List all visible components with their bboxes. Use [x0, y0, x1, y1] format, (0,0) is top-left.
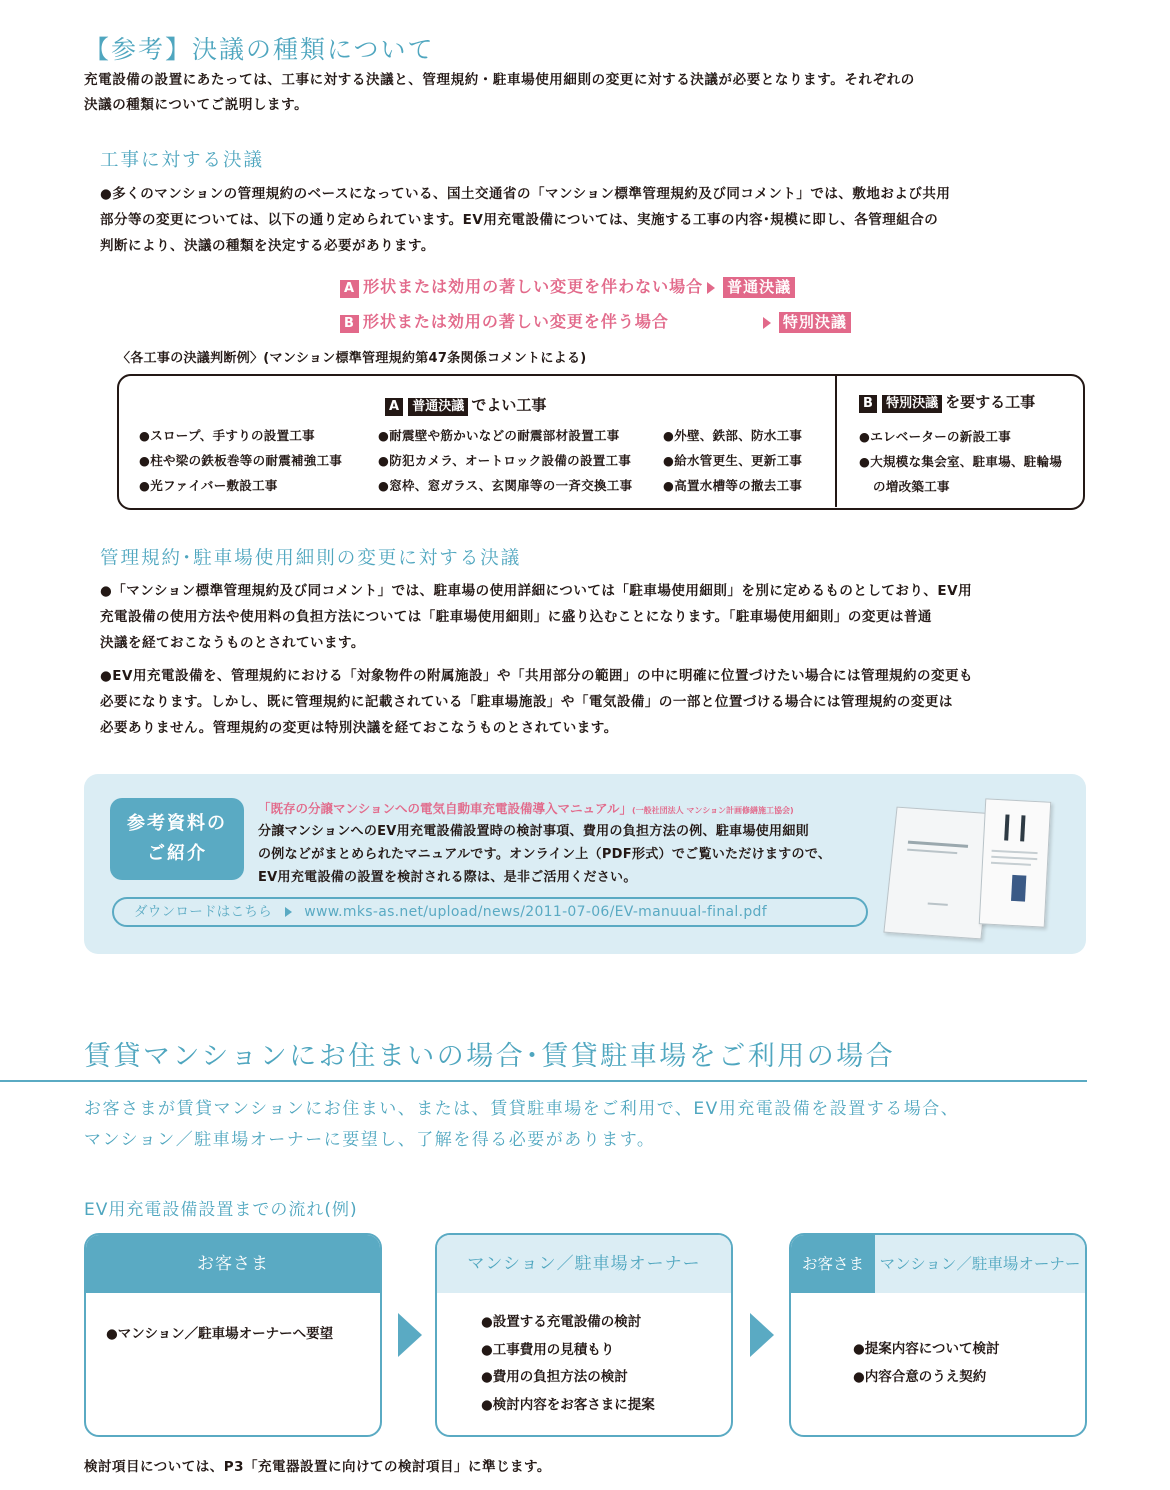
list-item: ●検討内容をお客さまに提案	[481, 1396, 655, 1413]
description-line: の例などがまとめられたマニュアルです。オンライン上（PDF形式）でご覧いただけますので、	[258, 847, 832, 862]
rules-change-title: 管理規約･駐車場使用細則の変更に対する決議	[100, 548, 522, 569]
paragraph-line: 部分等の変更については、以下の通り定められています。EV用充電設備については、実施する工事の内容･規模に即し、各管理組合の	[100, 212, 939, 228]
paragraph-line: ●多くのマンションの管理規約のベースになっている、国土交通省の「マンション標準管理規約及び同コメント」では、敷地および共用	[100, 186, 951, 202]
paragraph-line: 決議を経ておこなうものとされています。	[100, 635, 365, 651]
section-divider	[0, 1080, 1087, 1082]
table-header-a	[385, 394, 546, 416]
list-item: ●耐震壁や筋かいなどの耐震部材設置工事	[378, 428, 620, 443]
resolution-examples-table	[117, 374, 1085, 510]
list-item: ●防犯カメラ、オートロック設備の設置工事	[378, 453, 632, 468]
list-item: ●外壁、鉄部、防水工事	[663, 428, 803, 443]
table-caption: 〈各工事の決議判断例〉(マンション標準管理規約第47条関係コメントによる)	[117, 351, 587, 366]
flow-arrow-icon	[750, 1313, 774, 1357]
badge-line: ご紹介	[147, 843, 207, 864]
step2-items	[481, 1309, 655, 1419]
table-col-a2	[378, 423, 632, 498]
photo-mark	[1011, 875, 1026, 902]
manual-title-line	[258, 799, 794, 817]
step3-header-customer: お客さま	[791, 1235, 875, 1293]
paragraph-line: 必要になります。しかし、既に管理規約に記載されている「駐車場施設」や「電気設備」の一部と位置づける場合には管理規約の変更は	[100, 694, 953, 710]
lead-line: お客さまが賃貸マンションにお住まい、または、賃貸駐車場をご利用で、EV用充電設備を設置する場合、	[84, 1099, 960, 1119]
manual-inner-page	[979, 798, 1052, 927]
case-b-text: 形状または効用の著しい変更を伴う場合	[362, 312, 669, 331]
list-item: ●柱や梁の鉄板巻等の耐震補強工事	[139, 453, 343, 468]
list-item: ●工事費用の見積もり	[481, 1341, 615, 1358]
construction-resolution-title: 工事に対する決議	[100, 150, 265, 171]
manual-publisher: (一般社団法人 マンション計画修繕施工協会)	[631, 806, 794, 815]
rules-paragraph-1	[100, 578, 972, 656]
step3-items	[853, 1336, 1000, 1391]
text-line-mark	[991, 862, 1031, 866]
header-a-box: 普通決議	[408, 398, 468, 416]
charger-illustration-icon	[1004, 814, 1009, 840]
cover-footer-mark	[928, 902, 948, 905]
list-item: ●光ファイバー敷設工事	[139, 478, 278, 493]
case-b-tag: B	[340, 315, 359, 333]
case-a-result: 普通決議	[723, 277, 795, 298]
step1-items	[106, 1321, 333, 1349]
list-item: ●費用の負担方法の検討	[481, 1369, 628, 1385]
text-line-mark	[991, 856, 1037, 860]
list-item: ●スロープ、手すりの設置工事	[139, 428, 315, 443]
list-item: ●設置する充電設備の検討	[481, 1314, 642, 1330]
rental-section-title: 賃貸マンションにお住まいの場合･賃貸駐車場をご利用の場合	[84, 1041, 896, 1072]
list-item: ●内容合意のうえ契約	[853, 1368, 987, 1385]
intro-paragraph	[84, 68, 915, 118]
table-col-b	[859, 424, 1062, 499]
step1-header: お客さま	[86, 1235, 380, 1293]
construction-paragraph	[100, 181, 950, 259]
list-item: ●高置水槽等の撤去工事	[663, 478, 803, 493]
paragraph-line: 必要ありません。管理規約の変更は特別決議を経ておこなうものとされています。	[100, 720, 618, 736]
description-line: 分譲マンションへのEV用充電設備設置時の検討事項、費用の負担方法の例、駐車場使用細則	[258, 824, 809, 839]
case-a-text: 形状または効用の著しい変更を伴わない場合	[363, 277, 704, 296]
download-link[interactable]	[112, 897, 868, 927]
list-item: ●大規模な集会室、駐車場、駐輪場	[859, 454, 1063, 469]
manual-thumbnail	[890, 792, 1060, 932]
header-a-tag: A	[385, 398, 403, 416]
paragraph-line: 充電設備の使用方法や使用料の負担方法については「駐車場使用細則」に盛り込むことになります。「駐車場使用細則」の変更は普通	[100, 609, 932, 625]
text-line-mark	[992, 850, 1038, 854]
list-item: ●給水管更生、更新工事	[663, 453, 803, 468]
reference-badge	[110, 798, 244, 880]
paragraph-line: 判断により、決議の種類を決定する必要があります。	[100, 238, 435, 254]
case-a-line	[340, 274, 795, 298]
table-header-b	[859, 391, 1035, 413]
flow-title: EV用充電設備設置までの流れ(例)	[84, 1200, 358, 1220]
list-item: ●窓枠、窓ガラス、玄関扉等の一斉交換工事	[378, 478, 633, 493]
manual-title: 「既存の分譲マンションへの電気自動車充電設備導入マニュアル」	[258, 801, 632, 816]
arrow-right-icon	[707, 282, 715, 294]
rental-lead	[84, 1094, 959, 1156]
description-line: EV用充電設備の設置を検討される際は、是非ご活用ください。	[258, 870, 637, 885]
header-b-suffix: を要する工事	[945, 393, 1036, 411]
cover-title-mark	[908, 841, 968, 848]
badge-line: 参考資料の	[127, 813, 227, 834]
rules-paragraph-2	[100, 663, 973, 741]
case-a-tag: A	[340, 280, 359, 298]
manual-description	[258, 820, 831, 889]
download-label: ダウンロードはこちら	[134, 904, 272, 920]
list-item: の増改築工事	[873, 479, 950, 494]
footnote: 検討項目については、P3「充電器設置に向けての検討項目」に準じます。	[84, 1459, 551, 1475]
list-item: ●マンション／駐車場オーナーへ要望	[106, 1326, 334, 1342]
case-b-result: 特別決議	[779, 312, 851, 333]
paragraph-line: ●「マンション標準管理規約及び同コメント」では、駐車場の使用詳細については「駐車場使用細則」を別に定めるものとしており、EV用	[100, 583, 973, 599]
list-item: ●提案内容について検討	[853, 1341, 1000, 1357]
header-b-box: 特別決議	[882, 395, 942, 413]
table-col-a3	[663, 423, 802, 498]
list-item: ●エレベーターの新設工事	[859, 429, 1012, 444]
manual-cover-page	[883, 807, 994, 940]
flow-step-owner	[435, 1233, 733, 1437]
play-arrow-icon	[285, 907, 292, 917]
header-b-tag: B	[859, 395, 877, 413]
table-divider	[835, 376, 837, 507]
paragraph-line: ●EV用充電設備を、管理規約における「対象物件の附属施設」や「共用部分の範囲」の中に明確に位置づけたい場合には管理規約の変更も	[100, 668, 973, 684]
download-url[interactable]: www.mks-as.net/upload/news/2011-07-06/EV-manuual-final.pdf	[304, 904, 767, 920]
table-col-a1	[139, 423, 342, 498]
intro-line: 充電設備の設置にあたっては、工事に対する決議と、管理規約・駐車場使用細則の変更に対する決議が必要となります。それぞれの	[84, 72, 915, 88]
step2-header: マンション／駐車場オーナー	[437, 1235, 731, 1293]
charger-illustration-icon	[1020, 815, 1025, 841]
intro-line: 決議の種類についてご説明します。	[84, 97, 309, 113]
step3-header	[791, 1235, 1085, 1293]
flow-step-customer	[84, 1233, 382, 1437]
step3-header-owner: マンション／駐車場オーナー	[875, 1235, 1085, 1293]
flow-arrow-icon	[398, 1313, 422, 1357]
flow-step-both	[789, 1233, 1087, 1437]
cover-subtitle-mark	[907, 849, 957, 854]
header-a-suffix: でよい工事	[471, 396, 547, 414]
case-b-line	[340, 309, 851, 333]
arrow-right-icon	[763, 317, 771, 329]
section-title-resolution-types: 【参考】決議の種類について	[84, 35, 435, 64]
lead-line: マンション／駐車場オーナーに要望し、了解を得る必要があります。	[84, 1130, 656, 1150]
